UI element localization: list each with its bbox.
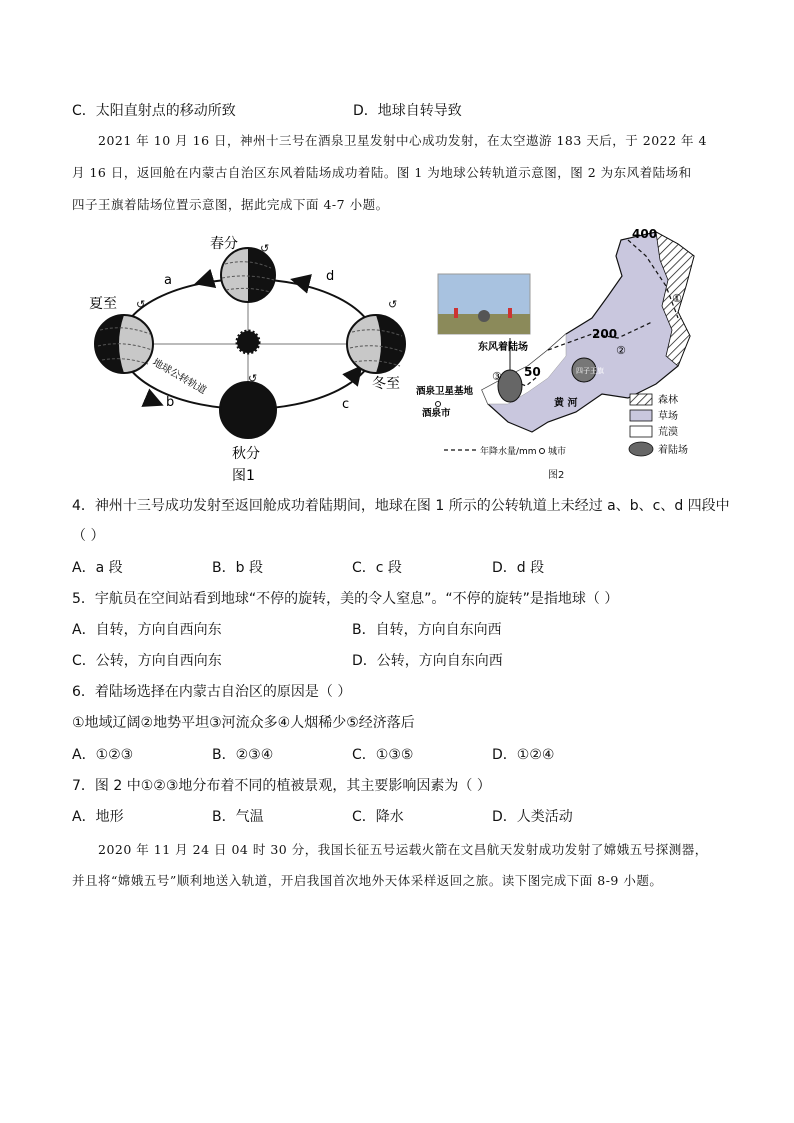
label-huanghe: 黄 河 [554, 398, 578, 409]
legend-forest: 森林 [658, 395, 678, 406]
q5-option-d[interactable]: D．公转，方向自东向西 [352, 653, 503, 669]
q4-stem: 4．神州十三号成功发射至返回舱成功着陆期间，地球在图 1 所示的公转轨道上未经过 a、b、c、d 四段中 [72, 498, 730, 514]
q6-option-a[interactable]: A．①②③ [72, 747, 134, 763]
legend [629, 393, 688, 456]
figure2-map [416, 226, 726, 462]
q5-option-b[interactable]: B．自转，方向自东向西 [352, 622, 502, 638]
label-jiuquan-city: 酒泉市 [422, 408, 451, 419]
earth-summer-solstice [95, 315, 153, 373]
q7-stem: 7．图 2 中①②③地分布着不同的植被景观，其主要影响因素为（ ） [72, 778, 491, 794]
svg-text:↺: ↺ [248, 372, 258, 385]
q7-option-d[interactable]: D．人类活动 [492, 809, 573, 825]
figure1-caption: 图1 [232, 468, 255, 484]
legend-desert: 荒漠 [658, 427, 678, 438]
label-a: a [164, 273, 172, 288]
label-winter: 冬至 [372, 376, 400, 392]
label-summer: 夏至 [89, 296, 117, 312]
figure2-caption-text: 图2 [548, 470, 565, 481]
q6-items: ①地域辽阔②地势平坦③河流众多④人烟稀少⑤经济落后 [72, 715, 415, 731]
label-dongfeng: 东风着陆场 [478, 342, 528, 353]
isohyet-200: 200 [592, 327, 618, 341]
q3-option-c[interactable]: C．太阳直射点的移动所致 [72, 103, 236, 119]
intro1-line3: 四子王旗着陆场位置示意图，据此完成下面 4-7 小题。 [72, 197, 389, 212]
label-siziwangqi: 四子王旗 [576, 367, 604, 375]
svg-text:↺: ↺ [388, 298, 398, 311]
legend-landing: 着陆场 [658, 445, 688, 456]
label-c: c [342, 397, 350, 412]
legend-city: 城市 [548, 447, 567, 457]
intro2-line2: 并且将“嫦娥五号”顺利地送入轨道，开启我国首次地外天体采样返回之旅。读下图完成下面 8-9 小题。 [72, 873, 663, 888]
q5-stem: 5．宇航员在空间站看到地球“不停的旋转，美的令人窒息”。“不停的旋转”是指地球（ ） [72, 591, 619, 607]
q3-option-d[interactable]: D．地球自转导致 [353, 103, 462, 119]
label-spring: 春分 [210, 236, 238, 252]
q5-option-c[interactable]: C．公转，方向自西向东 [72, 653, 222, 669]
marker-3: ③ [492, 370, 502, 383]
label-b: b [166, 395, 175, 410]
q4-option-d[interactable]: D．d 段 [492, 560, 545, 576]
marker-1: ① [672, 292, 682, 305]
intro2-line1: 2020 年 11 月 24 日 04 时 30 分，我国长征五号运载火箭在文昌航天发射成功发射了嫦娥五号探测器， [98, 842, 708, 857]
q4-paren: （ ） [72, 528, 105, 544]
intro1-line1: 2021 年 10 月 16 日，神州十三号在酒泉卫星发射中心成功发射，在太空遨游 183 天后，于 2022 年 4 [98, 133, 707, 148]
svg-text:↺: ↺ [260, 242, 270, 255]
q7-option-a[interactable]: A．地形 [72, 809, 124, 825]
svg-text:↺: ↺ [136, 298, 146, 311]
q6-option-d[interactable]: D．①②④ [492, 747, 555, 763]
isohyet-400: 400 [632, 227, 658, 241]
q4-option-a[interactable]: A．a 段 [72, 560, 123, 576]
isohyet-50: 50 [524, 365, 541, 379]
legend-rain: 年降水量/mm [480, 447, 537, 457]
earth-spring-equinox [221, 248, 275, 302]
q7-option-b[interactable]: B．气温 [212, 809, 264, 825]
earth-winter-solstice [347, 315, 405, 373]
q4-option-b[interactable]: B．b 段 [212, 560, 263, 576]
intro1-line2: 月 16 日，返回舱在内蒙古自治区东风着陆场成功着陆。图 1 为地球公转轨道示意图，图 2 为东风着陆场和 [72, 165, 692, 180]
label-d: d [326, 269, 335, 284]
q6-option-b[interactable]: B．②③④ [212, 747, 274, 763]
figure1-orbit-diagram [80, 228, 420, 488]
q5-option-a[interactable]: A．自转，方向自西向东 [72, 622, 222, 638]
q4-option-c[interactable]: C．c 段 [352, 560, 402, 576]
q7-option-c[interactable]: C．降水 [352, 809, 404, 825]
sun-icon [237, 331, 259, 353]
label-autumn: 秋分 [232, 446, 260, 462]
earth-autumn-equinox [220, 382, 276, 438]
marker-2: ② [616, 344, 626, 357]
q6-stem: 6．着陆场选择在内蒙古自治区的原因是（ ） [72, 684, 352, 700]
q6-option-c[interactable]: C．①③⑤ [352, 747, 414, 763]
label-orbit: 地球公转轨道 [150, 357, 208, 397]
label-jiuquan-base: 酒泉卫星基地 [416, 386, 474, 397]
legend-grass: 草场 [658, 411, 678, 422]
